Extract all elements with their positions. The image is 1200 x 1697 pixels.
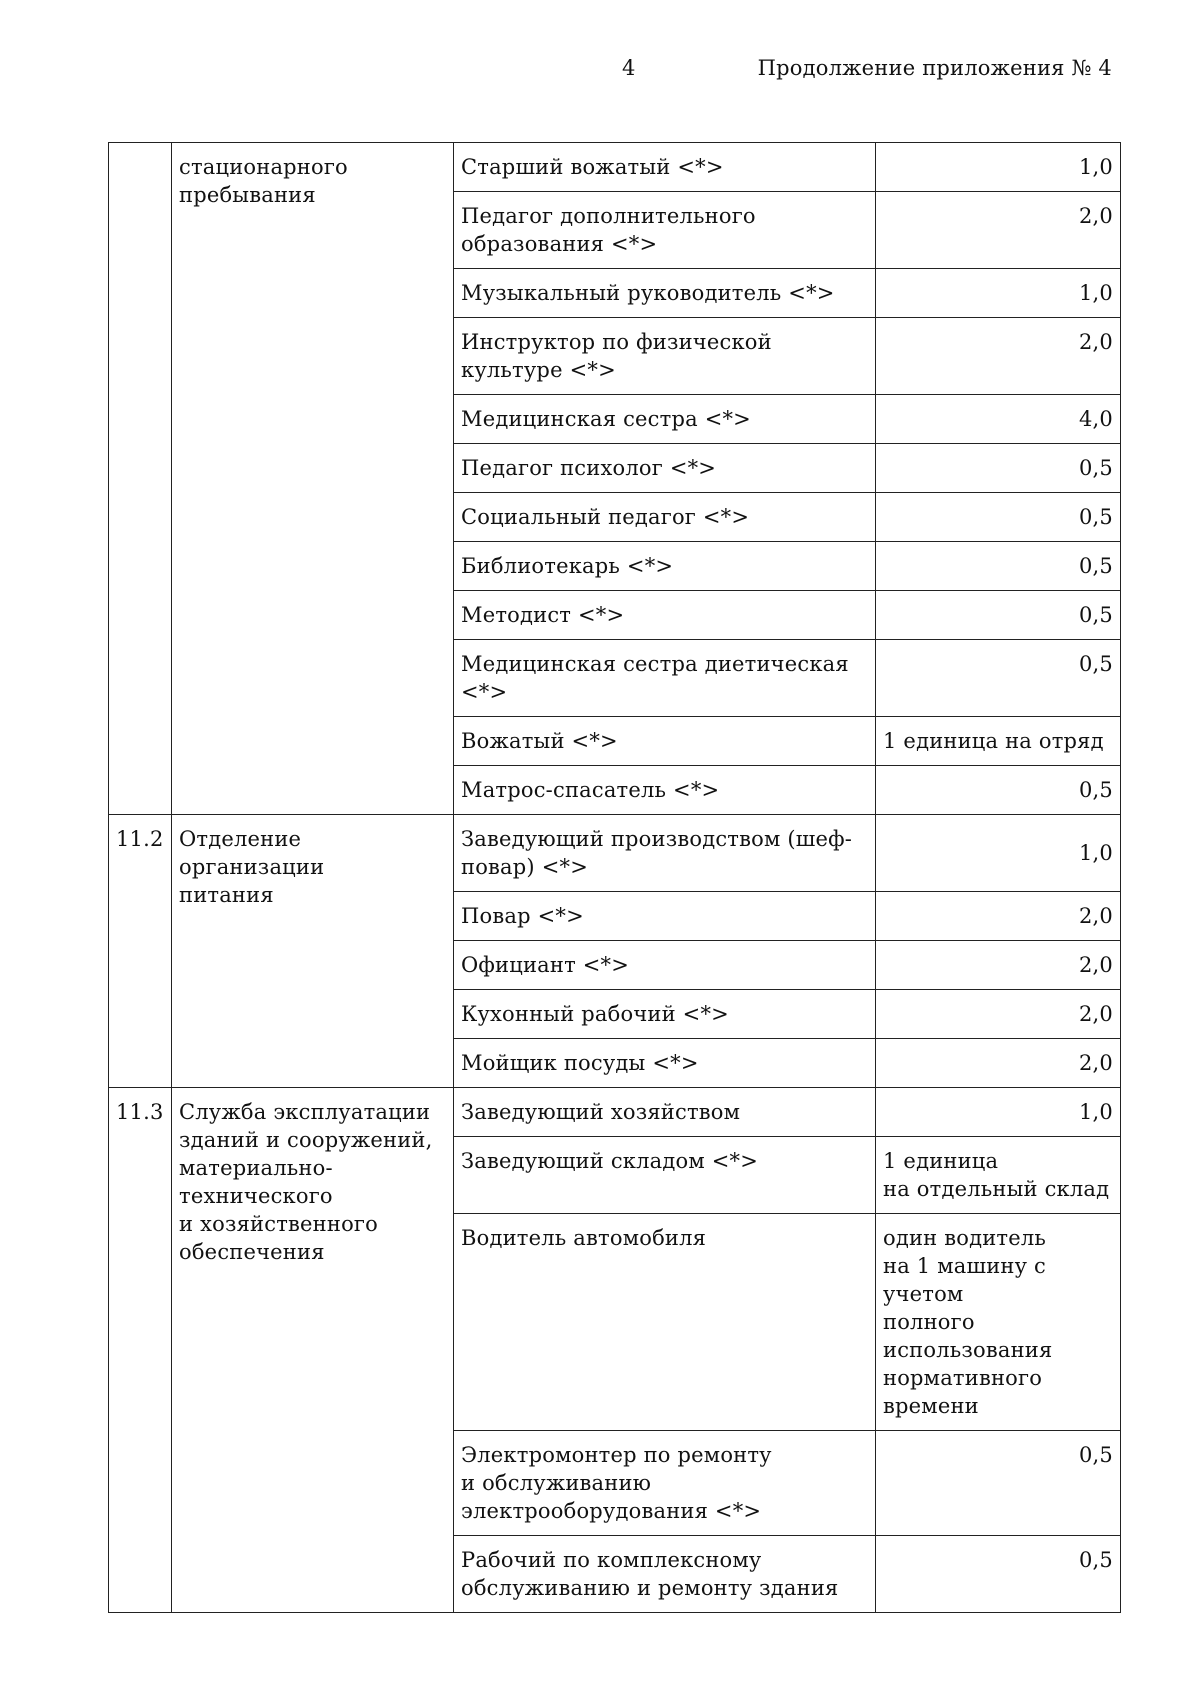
- staff-quantity: 4,0: [876, 395, 1121, 444]
- table-row: [109, 143, 1121, 192]
- staff-quantity: один водитель на 1 машину с учетом полного использования нормативного времени: [876, 1214, 1121, 1431]
- position-title: Медицинская сестра диетическая <*>: [454, 640, 876, 717]
- staff-quantity: 2,0: [876, 892, 1121, 941]
- staff-quantity: 2,0: [876, 941, 1121, 990]
- table-row: [109, 815, 1121, 892]
- staff-quantity: 0,5: [876, 1431, 1121, 1536]
- staff-quantity: 1 единица на отряд: [876, 717, 1121, 766]
- section-number: 11.3: [109, 1088, 172, 1613]
- staff-quantity: 2,0: [876, 192, 1121, 269]
- position-title: Официант <*>: [454, 941, 876, 990]
- staff-quantity: 0,5: [876, 591, 1121, 640]
- position-title: Инструктор по физической культуре <*>: [454, 318, 876, 395]
- appendix-continuation-caption: Продолжение приложения № 4: [757, 56, 1112, 80]
- staff-quantity: 0,5: [876, 766, 1121, 815]
- staff-quantity: 0,5: [876, 542, 1121, 591]
- position-title: Социальный педагог <*>: [454, 493, 876, 542]
- department-name: Отделение организации питания: [172, 815, 454, 1088]
- position-title: Старший вожатый <*>: [454, 143, 876, 192]
- department-name: Служба эксплуатации зданий и сооружений, материально- технического и хозяйственного обеспечения: [172, 1088, 454, 1613]
- position-title: Заведующий хозяйством: [454, 1088, 876, 1137]
- section-number: 11.2: [109, 815, 172, 1088]
- position-title: Методист <*>: [454, 591, 876, 640]
- table-row: [109, 1088, 1121, 1137]
- position-title: Педагог психолог <*>: [454, 444, 876, 493]
- position-title: Электромонтер по ремонту и обслуживанию электрооборудования <*>: [454, 1431, 876, 1536]
- position-title: Библиотекарь <*>: [454, 542, 876, 591]
- staff-quantity: 0,5: [876, 493, 1121, 542]
- position-title: Мойщик посуды <*>: [454, 1039, 876, 1088]
- position-title: Педагог дополнительного образования <*>: [454, 192, 876, 269]
- position-title: Музыкальный руководитель <*>: [454, 269, 876, 318]
- staff-quantity: 2,0: [876, 1039, 1121, 1088]
- department-name: стационарного пребывания: [172, 143, 454, 815]
- position-title: Медицинская сестра <*>: [454, 395, 876, 444]
- page-number: 4: [622, 56, 636, 80]
- position-title: Вожатый <*>: [454, 717, 876, 766]
- position-title: Водитель автомобиля: [454, 1214, 876, 1431]
- staff-quantity: 0,5: [876, 640, 1121, 717]
- section-number: [109, 143, 172, 815]
- position-title: Заведующий производством (шеф-повар) <*>: [454, 815, 876, 892]
- staff-quantity: 1,0: [876, 269, 1121, 318]
- staff-quantity: 0,5: [876, 1536, 1121, 1613]
- staffing-table: [108, 142, 1121, 1613]
- staff-quantity: 2,0: [876, 318, 1121, 395]
- position-title: Повар <*>: [454, 892, 876, 941]
- staff-quantity: 1 единица на отдельный склад: [876, 1137, 1121, 1214]
- staff-quantity: 1,0: [876, 815, 1121, 892]
- position-title: Матрос-спасатель <*>: [454, 766, 876, 815]
- staff-quantity: 0,5: [876, 444, 1121, 493]
- position-title: Кухонный рабочий <*>: [454, 990, 876, 1039]
- position-title: Рабочий по комплексному обслуживанию и ремонту здания: [454, 1536, 876, 1613]
- position-title: Заведующий складом <*>: [454, 1137, 876, 1214]
- staff-quantity: 1,0: [876, 1088, 1121, 1137]
- staff-quantity: 1,0: [876, 143, 1121, 192]
- staff-quantity: 2,0: [876, 990, 1121, 1039]
